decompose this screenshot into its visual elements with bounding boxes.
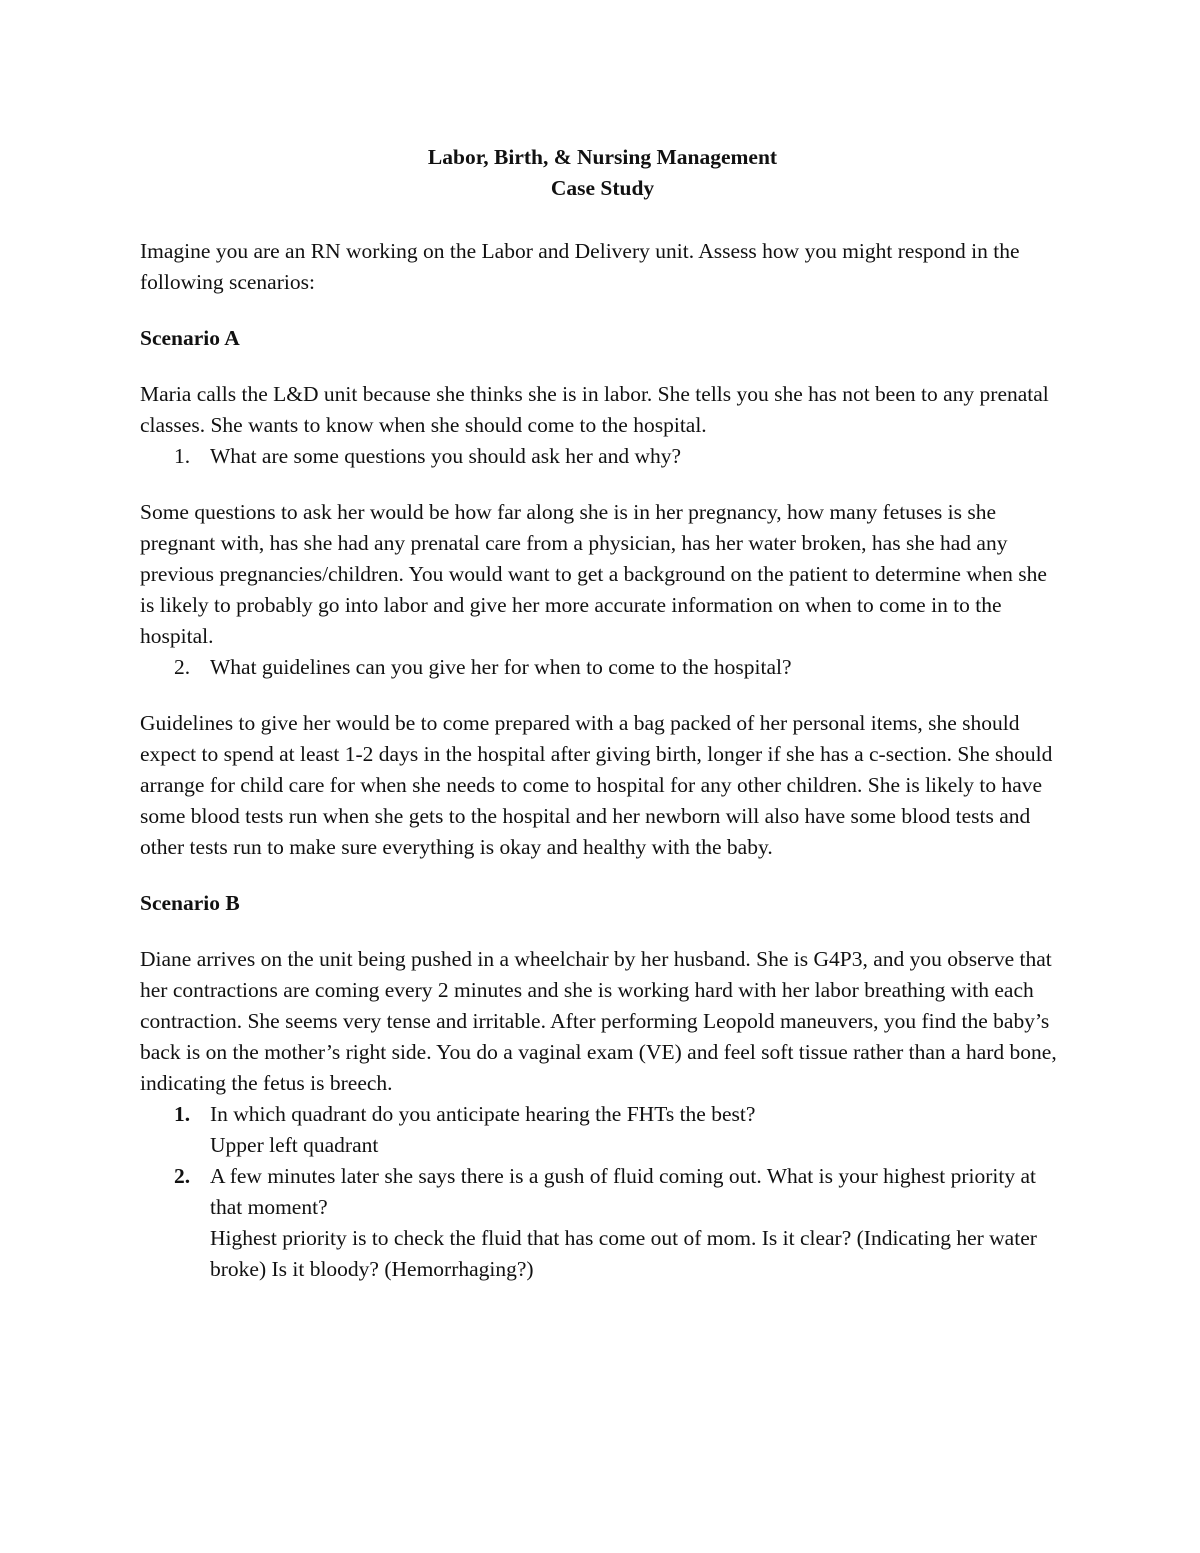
scenario-b-questions — [140, 1099, 1065, 1285]
scenario-a-answer-1: Some questions to ask her would be how far along she is in her pregnancy, how many fetuses is she pregnant with, has she had any prenatal care from a physician, has her water broken, has she had any previous pregnancies/children. You would want to get a background on the patient to determine when she is likely to probably go into labor and give her more accurate information on when to come in to the hospital. — [140, 500, 1047, 648]
intro-paragraph: Imagine you are an RN working on the Labor and Delivery unit. Assess how you might respond in the following scenarios: — [140, 239, 1020, 294]
list-item — [140, 1099, 1065, 1161]
question-text: In which quadrant do you anticipate hearing the FHTs the best? — [210, 1102, 756, 1126]
scenario-a-question-2 — [140, 652, 1065, 683]
list-item — [140, 1161, 1065, 1285]
question-text: A few minutes later she says there is a gush of fluid coming out. What is your highest priority at that moment? — [210, 1164, 1037, 1219]
scenario-a-heading: Scenario A — [140, 326, 240, 350]
list-number: 2. — [174, 1164, 191, 1188]
answer-text: Highest priority is to check the fluid that has come out of mom. Is it clear? (Indicating her water broke) Is it bloody? (Hemorrhaging?) — [210, 1226, 1037, 1281]
scenario-a-question-1 — [140, 441, 1065, 472]
document-page — [140, 142, 1065, 1285]
scenario-a-answer-2: Guidelines to give her would be to come prepared with a bag packed of her personal items, she should expect to spend at least 1-2 days in the hospital after giving birth, longer if she has a c-section. She should arrange for child care for when she needs to come to hospital for any other children. She is likely to have some blood tests run when she gets to the hospital and her newborn will also have some blood tests and other tests run to make sure everything is okay and healthy with the baby. — [140, 711, 1053, 859]
document-subtitle: Case Study — [550, 176, 655, 200]
list-number: 1. — [174, 444, 191, 468]
list-number: 1. — [174, 1102, 191, 1126]
scenario-b-heading: Scenario B — [140, 891, 240, 915]
scenario-a-text: Maria calls the L&D unit because she thinks she is in labor. She tells you she has not been to any prenatal classes. She wants to know when she should come to the hospital. — [140, 382, 1049, 437]
list-item — [140, 441, 1065, 472]
question-text: What are some questions you should ask her and why? — [210, 444, 682, 468]
question-text: What guidelines can you give her for when to come to the hospital? — [210, 655, 792, 679]
document-title: Labor, Birth, & Nursing Management — [427, 145, 778, 169]
scenario-b-text: Diane arrives on the unit being pushed in a wheelchair by her husband. She is G4P3, and you observe that her contractions are coming every 2 minutes and she is working hard with her labor breathing with each contraction. She seems very tense and irritable. After performing Leopold maneuvers, you find the baby’s back is on the mother’s right side. You do a vaginal exam (VE) and feel soft tissue rather than a hard bone, indicating the fetus is breech. — [140, 947, 1057, 1095]
answer-text: Upper left quadrant — [210, 1133, 379, 1157]
list-item — [140, 652, 1065, 683]
list-number: 2. — [174, 655, 191, 679]
